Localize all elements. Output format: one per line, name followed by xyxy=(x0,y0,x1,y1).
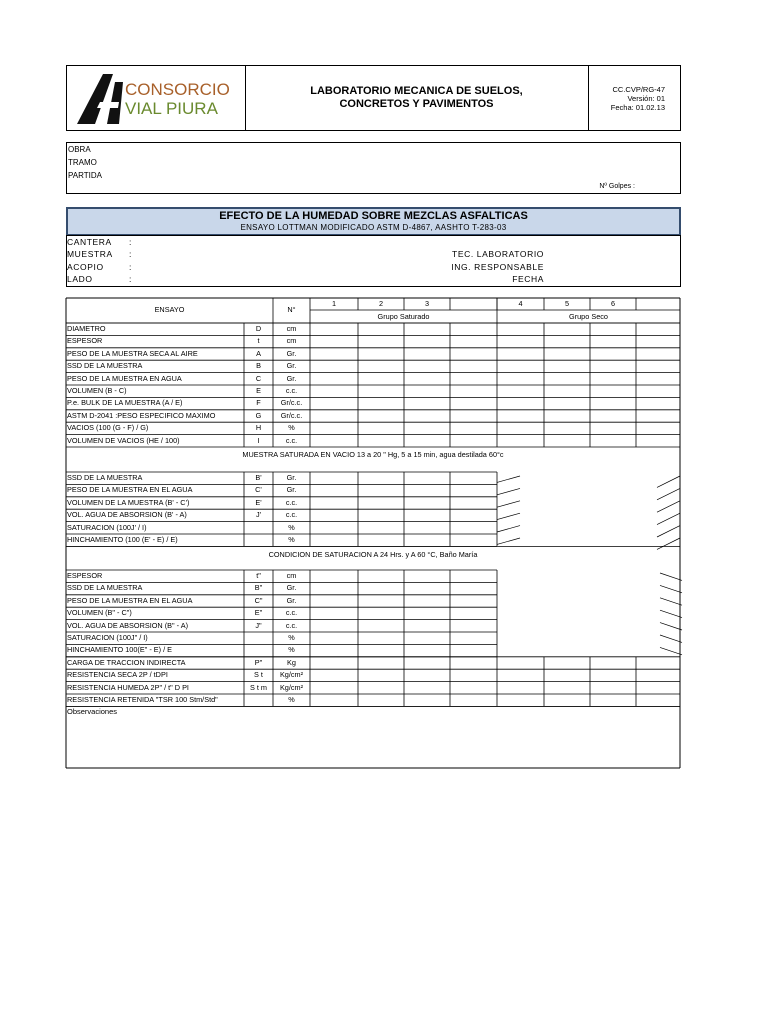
obra-label: OBRA xyxy=(68,145,91,154)
row-symbol: t" xyxy=(256,571,261,580)
row-unit: Gr/c.c. xyxy=(280,398,303,408)
row-label: HINCHAMIENTO (100 (E' - E) / E) xyxy=(67,535,178,544)
row-label: RESISTENCIA HUMEDA 2P" / t" D PI xyxy=(67,682,189,692)
code-number: CC.CVP/RG-47 xyxy=(612,84,665,94)
grid-line xyxy=(497,501,520,507)
sample-number-3: 3 xyxy=(424,299,430,308)
row-symbol: B' xyxy=(255,473,262,482)
row-unit: c.c. xyxy=(285,386,298,395)
golpes-label: Nº Golpes : xyxy=(599,183,635,190)
group-seco-label: Grupo Seco xyxy=(569,312,608,321)
row-label: VOLUMEN (B" - C") xyxy=(67,608,132,618)
row-label: SSD DE LA MUESTRA xyxy=(67,361,143,371)
row-label: PESO DE LA MUESTRA EN EL AGUA xyxy=(67,485,193,495)
svg-text:CONSORCIO: CONSORCIO xyxy=(125,80,230,99)
cantera-colon: : xyxy=(129,237,132,247)
lab-title-line1: LABORATORIO MECANICA DE SUELOS, xyxy=(310,85,523,97)
row-label: VOLUMEN DE VACIOS (HE / 100) xyxy=(67,435,180,445)
row-symbol: E xyxy=(256,386,261,395)
row-label: SSD DE LA MUESTRA xyxy=(67,583,143,593)
tramo-label: TRAMO xyxy=(68,158,97,167)
row-unit: cm xyxy=(286,324,297,333)
row-symbol: C' xyxy=(255,485,262,495)
row-label: RESISTENCIA SECA 2P / tDPI xyxy=(67,670,168,680)
row-unit: % xyxy=(288,633,295,642)
group-saturado-label: Grupo Saturado xyxy=(377,312,430,321)
lado-colon: : xyxy=(129,274,132,284)
observaciones-label: Observaciones xyxy=(67,707,118,716)
muestra-label: MUESTRA xyxy=(67,249,113,259)
grid-line xyxy=(657,476,680,487)
row-unit: c.c. xyxy=(285,497,298,507)
row-unit: % xyxy=(288,695,295,704)
grid-line xyxy=(657,501,680,512)
row-symbol: C" xyxy=(254,595,263,605)
row-label: HINCHAMIENTO 100(E" - E) / E xyxy=(67,645,173,655)
grid-line xyxy=(657,538,680,549)
row-label: RESISTENCIA RETENIDA "TSR 100 Stm/Std" xyxy=(67,695,218,704)
row-unit: c.c. xyxy=(285,620,298,630)
row-label: VOLUMEN (B - C) xyxy=(67,386,127,395)
grid-line xyxy=(497,476,520,482)
row-symbol: C xyxy=(255,373,262,383)
row-label: PESO DE LA MUESTRA EN AGUA xyxy=(67,373,182,383)
grid-line xyxy=(657,526,680,537)
row-label: ESPESOR xyxy=(67,336,103,346)
row-unit: Gr. xyxy=(286,361,297,371)
row-label: PESO DE LA MUESTRA SECA AL AIRE xyxy=(67,348,198,358)
row-unit: Gr/c.c. xyxy=(280,410,303,420)
row-unit: Gr. xyxy=(286,485,297,495)
grid-line xyxy=(660,585,682,592)
form-title-sub: ENSAYO LOTTMAN MODIFICADO ASTM D-4867, AASHTO T-283-03 xyxy=(240,223,507,232)
lab-title-line2: CONCRETOS Y PAVIMENTOS xyxy=(339,98,494,110)
row-unit: c.c. xyxy=(285,435,298,445)
row-unit: Gr. xyxy=(286,473,297,482)
row-label: SATURACION (100J" / I) xyxy=(67,633,148,642)
row-symbol: t xyxy=(257,336,260,346)
sample-number-6: 6 xyxy=(610,299,616,308)
grid-line xyxy=(657,513,680,524)
row-label: VACIOS (100 (G - F) / G) xyxy=(67,423,149,433)
sample-number-5: 5 xyxy=(564,299,570,308)
col-header-ensayo: ENSAYO xyxy=(154,305,185,314)
row-unit: Gr. xyxy=(286,595,297,605)
row-unit: cm xyxy=(286,336,297,346)
row-label: PESO DE LA MUESTRA EN EL AGUA xyxy=(67,595,193,605)
row-label: SSD DE LA MUESTRA xyxy=(67,473,143,482)
row-label: ESPESOR xyxy=(67,571,103,580)
row-symbol: D xyxy=(255,324,262,333)
row-symbol: E' xyxy=(255,497,262,507)
row-unit: % xyxy=(288,423,295,433)
grid-line xyxy=(660,610,682,617)
grid-line xyxy=(660,598,682,605)
sample-number-2: 2 xyxy=(378,299,384,308)
row-unit: Gr. xyxy=(286,583,297,593)
row-symbol: I xyxy=(257,435,260,445)
ing-responsable-label: ING. RESPONSABLE xyxy=(451,262,544,272)
row-unit: % xyxy=(288,535,295,544)
row-label: DIAMETRO xyxy=(67,324,106,333)
row-symbol: H xyxy=(255,423,262,433)
row-unit: % xyxy=(288,522,295,532)
acopio-label: ACOPIO xyxy=(67,262,104,272)
row-label: ASTM D-2041 :PESO ESPECIFICO MAXIMO xyxy=(67,410,216,420)
lado-label: LADO xyxy=(67,274,93,284)
row-unit: Kg/cm² xyxy=(279,670,304,680)
grid-line xyxy=(660,635,682,642)
form-title-main: EFECTO DE LA HUMEDAD SOBRE MEZCLAS ASFALTICAS xyxy=(219,210,528,222)
grid-line xyxy=(497,526,520,532)
tec-laboratorio-label: TEC. LABORATORIO xyxy=(452,249,544,259)
row-symbol: B" xyxy=(254,583,263,593)
row-label: VOL. AGUA DE ABSORSION (B" - A) xyxy=(67,620,188,630)
row-symbol: E" xyxy=(254,608,263,618)
row-unit: Gr. xyxy=(286,373,297,383)
row-symbol: S t m xyxy=(249,682,268,692)
grid-line xyxy=(497,513,520,519)
acopio-colon: : xyxy=(129,262,132,272)
code-date: Fecha: 01.02.13 xyxy=(610,102,665,112)
row-unit: % xyxy=(288,645,295,655)
row-label: CARGA DE TRACCION INDIRECTA xyxy=(67,657,186,667)
grid-line xyxy=(497,488,520,494)
row-unit: Kg/cm² xyxy=(279,682,304,692)
row-symbol: P" xyxy=(254,657,263,667)
row-label: VOL. AGUA DE ABSORSION (B' - A) xyxy=(67,510,187,520)
row-unit: c.c. xyxy=(285,510,298,520)
svg-text:VIAL PIURA: VIAL PIURA xyxy=(125,99,218,118)
row-unit: cm xyxy=(286,571,297,580)
grid-line xyxy=(657,488,680,499)
row-unit: Kg xyxy=(287,657,296,667)
row-label: P.e. BULK DE LA MUESTRA (A / E) xyxy=(67,398,183,408)
row-symbol: F xyxy=(256,398,261,408)
code-version: Versión: 01 xyxy=(627,93,665,103)
row-unit: c.c. xyxy=(285,608,298,618)
partida-label: PARTIDA xyxy=(68,171,102,180)
row-symbol: S t xyxy=(254,670,263,680)
cantera-label: CANTERA xyxy=(67,237,112,247)
grid-line xyxy=(660,623,682,630)
row-label: VOLUMEN DE LA MUESTRA (B' - C') xyxy=(67,497,190,507)
row-symbol: A xyxy=(256,348,261,358)
grid-line xyxy=(660,647,682,654)
row-symbol: G xyxy=(255,410,262,420)
row-unit: Gr. xyxy=(286,348,297,358)
section3-title: CONDICION DE SATURACION A 24 Hrs. y A 60 °C, Baño María xyxy=(268,550,478,560)
row-symbol: J" xyxy=(255,620,262,630)
sample-number-1: 1 xyxy=(331,299,337,308)
col-header-n: N° xyxy=(287,305,296,314)
row-symbol: J' xyxy=(255,510,262,520)
fecha-label: FECHA xyxy=(512,274,544,284)
sample-number-4: 4 xyxy=(518,299,523,308)
row-label: SATURACION (100J' / I) xyxy=(67,522,147,532)
muestra-colon: : xyxy=(129,249,132,259)
section2-title: MUESTRA SATURADA EN VACIO 13 a 20 " Hg, 5 a 15 min, agua destilada 60°c xyxy=(242,450,504,459)
grid-line xyxy=(497,538,520,544)
grid-line xyxy=(660,573,682,580)
row-symbol: B xyxy=(256,361,261,371)
